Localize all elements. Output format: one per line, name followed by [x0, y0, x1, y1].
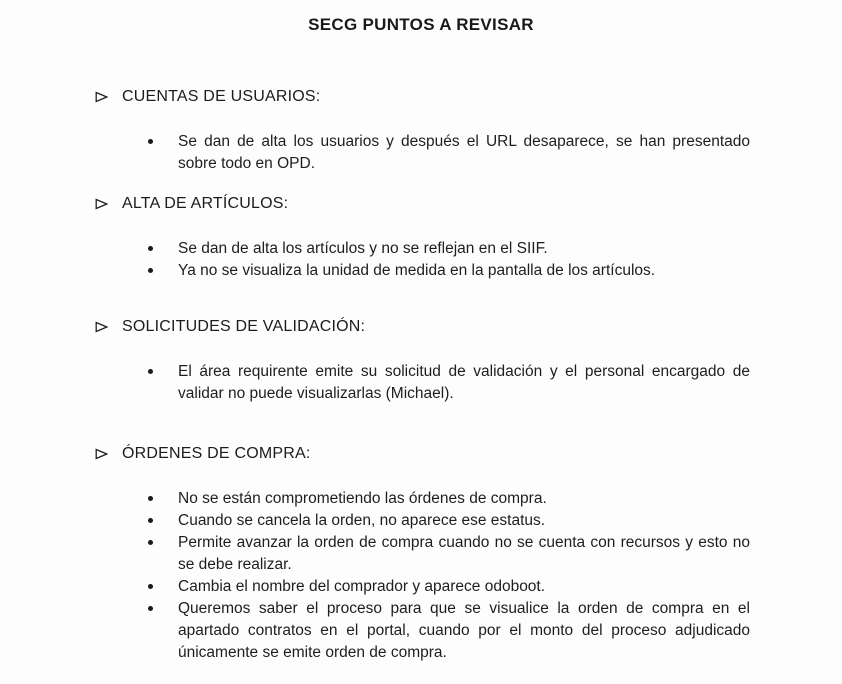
list-item [148, 598, 842, 664]
section-solicitudes-de-validacion [0, 318, 842, 405]
arrow-right-bullet-icon [95, 91, 122, 103]
list-item [148, 361, 842, 405]
bullet-list [0, 238, 842, 282]
section-heading-label: ÓRDENES DE COMPRA: [122, 445, 311, 462]
bullet-dot-icon [148, 238, 178, 260]
section-cuentas-de-usuarios [0, 88, 842, 175]
list-item [148, 238, 842, 260]
section-heading [95, 318, 842, 336]
section-heading [95, 195, 842, 213]
list-item-text: Ya no se visualiza la unidad de medida en la pantalla de los artículos. [178, 262, 656, 279]
arrow-right-bullet-icon [95, 321, 122, 333]
bullet-list [0, 361, 842, 405]
section-heading [95, 445, 842, 463]
arrow-right-bullet-icon [95, 198, 122, 210]
page-title: SECG PUNTOS A REVISAR [308, 15, 534, 34]
bullet-dot-icon [148, 576, 178, 598]
section-heading-label: CUENTAS DE USUARIOS: [122, 88, 321, 105]
section-heading [95, 88, 842, 106]
bullet-dot-icon [148, 361, 178, 405]
arrow-right-bullet-icon [95, 448, 122, 460]
list-item-text: Cuando se cancela la orden, no aparece ese estatus. [178, 512, 546, 529]
list-item [148, 576, 842, 598]
bullet-dot-icon [148, 131, 178, 175]
list-item-text: No se están comprometiendo las órdenes de compra. [178, 490, 547, 507]
list-item-text: Cambia el nombre del comprador y aparece odoboot. [178, 578, 546, 595]
list-item [148, 532, 842, 576]
bullet-dot-icon [148, 510, 178, 532]
bullet-dot-icon [148, 260, 178, 282]
list-item-text: Queremos saber el proceso para que se visualice la orden de compra en el apartado contratos en el portal, cuando por el monto del proceso adjudicado únicamente se emite orden de compra. [178, 600, 750, 661]
bullet-dot-icon [148, 488, 178, 510]
bullet-list [0, 488, 842, 664]
bullet-list [0, 131, 842, 175]
section-ordenes-de-compra [0, 445, 842, 664]
list-item [148, 131, 842, 175]
list-item-text: Se dan de alta los artículos y no se reflejan en el SIIF. [178, 240, 548, 257]
bullet-dot-icon [148, 598, 178, 664]
section-heading-label: SOLICITUDES DE VALIDACIÓN: [122, 318, 366, 335]
section-alta-de-articulos [0, 195, 842, 282]
bullet-dot-icon [148, 532, 178, 576]
list-item [148, 488, 842, 510]
list-item-text: Se dan de alta los usuarios y después el URL desaparece, se han presentado sobre todo en OPD. [178, 133, 750, 172]
section-heading-label: ALTA DE ARTÍCULOS: [122, 195, 289, 212]
list-item-text: El área requirente emite su solicitud de validación y el personal encargado de validar no puede visualizarlas (Michael). [178, 363, 750, 402]
list-item [148, 510, 842, 532]
list-item-text: Permite avanzar la orden de compra cuando no se cuenta con recursos y esto no se debe realizar. [178, 534, 750, 573]
list-item [148, 260, 842, 282]
